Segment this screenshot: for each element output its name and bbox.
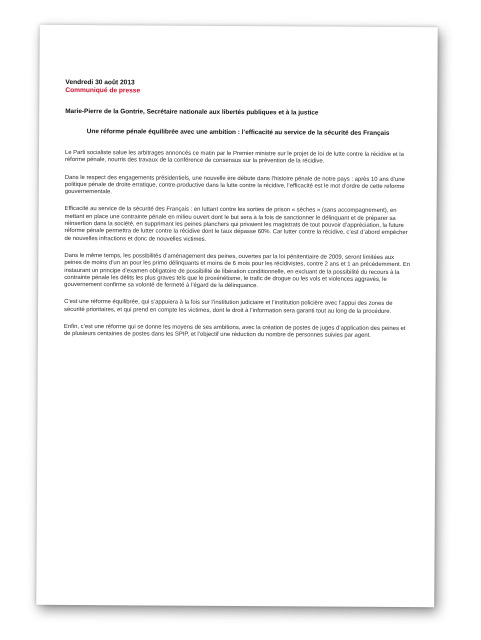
document-page — [36, 25, 438, 607]
paragraph: C’est une réforme équilibrée, qui s’appuiera à la fois sur l’institution judiciaire et l’institution policière avec l’appui des zones de sécurité prioritaires, et qui prend en compte les victimes, dont le droit à l’information sera garanti tout au long de la procédure. — [64, 299, 393, 315]
document-date: Vendredi 30 août 2013 — [65, 78, 135, 87]
headline: Une réforme pénale équilibrée avec une ambition : l’efficacité au service de la sécurité des Français — [86, 128, 390, 137]
paragraph: Enfin, c’est une réforme qui se donne les moyens de ses ambitions, avec la création de postes de juges d’application des peines et de plusieurs centaines de postes dans les SPIP, et l’objectif une réduction du nombre de personnes suivies par agent. — [63, 323, 406, 340]
page-content — [64, 79, 412, 347]
paragraph: Efficacité au service de la sécurité des Français : en luttant contre les sorties de prison « sèches » (sans accompagnement), en mettant en place une contrainte pénale en milieu ouvert dont le but sera à la fois de sanctionner le délinquant et de préparer sa réinsertion dans la société, en supprimant les peines planchers qui privaient les magistrats de tout pouvoir d’appréciation, la future réforme pénale permettra de lutter contre la récidive dont le taux dépasse 60%. Car lutter contre la récidive, c’est d’abord empêcher de nouvelles infractions et donc de nouvelles victimes. — [64, 206, 408, 243]
author-line: Marie-Pierre de la Gontrie, Secrétaire nationale aux libertés publiques et à la justice — [65, 107, 319, 117]
press-release-label: Communiqué de presse — [65, 86, 141, 95]
paragraph: Dans le respect des engagements présidentiels, une nouvelle ère débute dans l’histoire pénale de notre pays : après 10 ans d’une politique pénale de droite erratique, contre-productive dans la lutte contre la récidive, l’efficacité est le mot d’ordre de cette reforme gouvernementale. — [64, 174, 405, 196]
paragraph: Le Parti socialiste salue les arbitrages annoncés ce matin par le Premier ministre sur le projet de loi de lutte contre la récidive et la réforme pénale, nourris des travaux de la conférence de consensus sur la prévention de la récidive. — [64, 149, 404, 165]
paragraph: Dans le même temps, les possibilités d’aménagement des peines, ouvertes par la loi pénitentiaire de 2009, seront limitées aux peines de moins d’un an pour les primo délinquants et moins de 6 mois pour les récidivistes, contre 2 ans et 1 an précédemment. En instaurant un principe d’examen obligatoire de possibilité de libération conditionnelle, en excluant de la possibilité du recours à la contrainte pénale les délits les plus graves tels que le proxénétisme, le trafic de drogue ou les vols et violences aggravés, le gouvernement confirme sa volonté de fermeté à l’égard de la délinquance. — [64, 252, 411, 290]
